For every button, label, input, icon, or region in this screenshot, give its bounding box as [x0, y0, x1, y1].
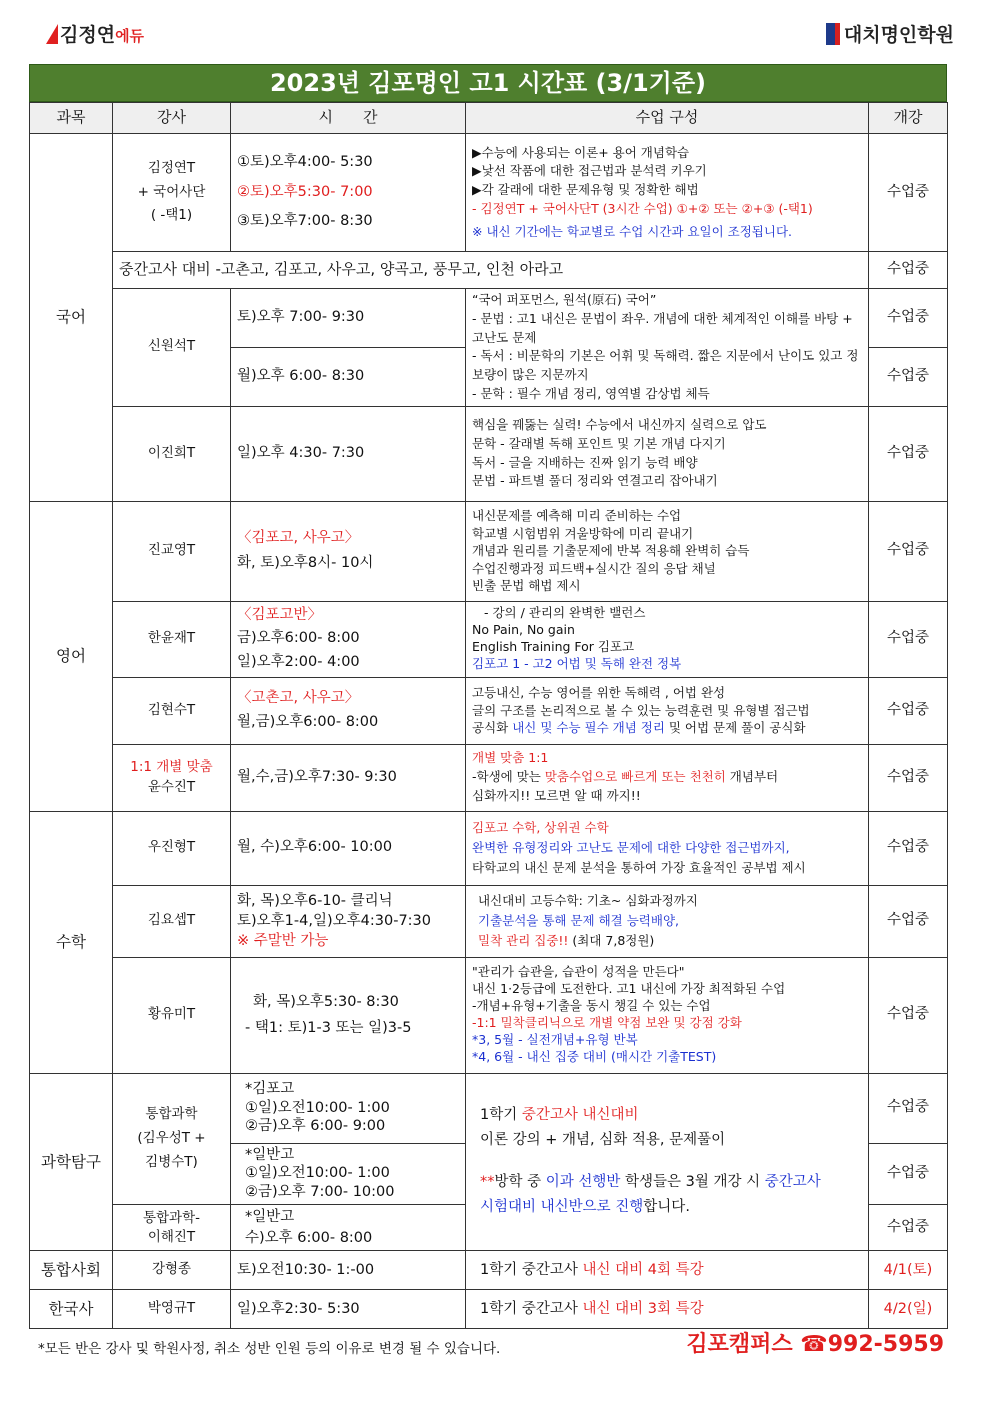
curriculum-cell: "관리가 습관을, 습관이 성적을 만든다" 내신 1·2등급에 도전한다. 고1 내신에 가장 최적화된 수업 -개념+유형+기출을 동시 챙길 수 있는 수업 -1:1 밀착클리닉으로 개별 약점 보완 및 강점 강화 *3, 5월 - 실전개념+유형 반복 *4, 6월 - 내신 집중 대비 (매시간 기출TEST): [466, 957, 869, 1073]
teacher-cell: 신원석T: [113, 289, 231, 407]
teacher-cell: 한윤재T: [113, 601, 231, 677]
table-row: [30, 406, 948, 501]
status-badge: 수업중: [869, 1205, 948, 1251]
building-icon: [826, 23, 840, 45]
time-cell: 월, 수)오후6:00- 10:00: [231, 811, 466, 885]
table-row: [30, 677, 948, 744]
status-badge: 수업중: [869, 601, 948, 677]
status-badge: 수업중: [869, 1073, 948, 1143]
subject-math: 수학: [30, 811, 113, 1073]
table-row: [30, 252, 948, 289]
curriculum-cell: 내신문제를 예측해 미리 준비하는 수업 학교별 시험범위 겨울방학에 미리 끝내기 개념과 원리를 기출문제에 반복 적용해 완벽히 습득 수업진행과정 피드백+실시간 질의 응답 채널 빈출 문법 해법 제시: [466, 501, 869, 601]
table-row: [30, 601, 948, 677]
status-badge: 수업중: [869, 744, 948, 811]
page-title: 2023년 김포명인 고1 시간표 (3/1기준): [29, 64, 947, 102]
status-badge: 수업중: [869, 677, 948, 744]
time-cell: 화, 목)오후6-10- 클리닉 토)오후1-4,일)오후4:30-7:30 ※ 주말반 가능: [231, 885, 466, 957]
time-cell: 〈김포고반〉 금)오후6:00- 8:00 일)오후2:00- 4:00: [231, 601, 466, 677]
footer-note: *모든 반은 강사 및 학원사정, 취소 성반 인원 등의 이유로 변경 될 수 있습니다.: [38, 1341, 501, 1357]
status-badge: 수업중: [869, 1143, 948, 1205]
time-cell: 토)오후 7:00- 9:30: [231, 289, 466, 348]
time-cell: 월)오후 6:00- 8:30: [231, 347, 466, 406]
status-badge: 수업중: [869, 289, 948, 348]
curriculum-cell: 1학기 중간고사 내신 대비 3회 특강: [466, 1290, 869, 1329]
teacher-cell: 박영규T: [113, 1290, 231, 1329]
status-badge: 수업중: [869, 347, 948, 406]
status-badge: 수업중: [869, 885, 948, 957]
table-row: [30, 885, 948, 957]
curriculum-cell: 개별 맞춤 1:1 -학생에 맞는 맞춤수업으로 빠르게 또는 천천히 개념부터 심화까지!! 모르면 알 때 까지!!: [466, 744, 869, 811]
teacher-cell: 이진희T: [113, 406, 231, 501]
subject-social: 통합사회: [30, 1251, 113, 1290]
teacher-cell: 김정연T + 국어사단 ( -택1): [113, 134, 231, 252]
teacher-cell: 김요셉T: [113, 885, 231, 957]
midterm-notice: 중간고사 대비 -고촌고, 김포고, 사우고, 양곡고, 풍무고, 인천 아라고: [113, 252, 869, 289]
curriculum-cell: - 강의 / 관리의 완벽한 밸런스 No Pain, No gain English Training For 김포고 김포고 1 - 고2 어법 및 독해 완전 정복: [466, 601, 869, 677]
col-header-opening: 개강: [869, 103, 948, 134]
start-date-badge: 4/2(일): [869, 1290, 948, 1329]
table-row: [30, 134, 948, 252]
curriculum-cell: 1학기 중간고사 내신대비 이론 강의 + 개념, 심화 적용, 문제풀이 **방학 중 이과 선행반 학생들은 3월 개강 시 중간고사 시험대비 내신반으로 진행합니다.: [466, 1073, 869, 1251]
curriculum-cell: 고등내신, 수능 영어를 위한 독해력 , 어법 완성 글의 구조를 논리적으로 볼 수 있는 능력훈련 및 유형별 접근법 공식화 내신 및 수능 필수 개념 정리 및 어법 문제 풀이 공식화: [466, 677, 869, 744]
status-badge: 수업중: [869, 811, 948, 885]
subject-history: 한국사: [30, 1290, 113, 1329]
teacher-cell: 황유미T: [113, 957, 231, 1073]
teacher-cell: 우진형T: [113, 811, 231, 885]
subject-english: 영어: [30, 501, 113, 811]
start-date-badge: 4/1(토): [869, 1251, 948, 1290]
teacher-cell: 강형종: [113, 1251, 231, 1290]
time-cell: 화, 목)오후5:30- 8:30 - 택1: 토)1-3 또는 일)3-5: [231, 957, 466, 1073]
teacher-cell: 통합과학- 이해진T: [113, 1205, 231, 1251]
table-row: [30, 501, 948, 601]
col-header-time: 시 간: [231, 103, 466, 134]
campus-phone: 김포캠퍼스 ☎992-5959: [686, 1332, 944, 1357]
time-cell: 일)오후 4:30- 7:30: [231, 406, 466, 501]
kimjungyeon-edu-logo: 김정연에듀: [46, 20, 144, 47]
col-header-curriculum: 수업 구성: [466, 103, 869, 134]
table-row: [30, 289, 948, 348]
table-row: [30, 811, 948, 885]
status-badge: 수업중: [869, 252, 948, 289]
time-cell: ①토)오후4:00- 5:30 ②토)오후5:30- 7:00 ③토)오후7:00- 8:30: [231, 134, 466, 252]
status-badge: 수업중: [869, 406, 948, 501]
table-row: [30, 744, 948, 811]
curriculum-cell: ▶수능에 사용되는 이론+ 용어 개념학습 ▶낯선 작품에 대한 접근법과 분석력 키우기 ▶각 갈래에 대한 문제유형 및 정확한 해법 - 김정연T + 국어사단T (3시간 수업) ①+② 또는 ②+③ (-택1) ※ 내신 기간에는 학교별로 수업 시간과 요일이 조정됩니다.: [466, 134, 869, 252]
table-row: [30, 1251, 948, 1290]
teacher-cell: 김현수T: [113, 677, 231, 744]
status-badge: 수업중: [869, 134, 948, 252]
timetable: [29, 102, 948, 1329]
time-cell: 월,수,금)오후7:30- 9:30: [231, 744, 466, 811]
logo-mark-icon: [46, 24, 58, 44]
curriculum-cell: 김포고 수학, 상위권 수학 완벽한 유형정리와 고난도 문제에 대한 다양한 접근법까지, 타학교의 내신 문제 분석을 통하여 가장 효율적인 공부법 제시: [466, 811, 869, 885]
curriculum-cell: “국어 퍼포먼스, 원석(原石) 국어” - 문법 : 고1 내신은 문법이 좌우. 개념에 대한 체계적인 이해를 바탕 + 고난도 문제 - 독서 : 비문학의 기본은 어휘 및 독해력. 짧은 지문에서 난이도 있고 정보량이 많은 지문까지 - 문학 : 필수 개념 정리, 영역별 감상법 체득: [466, 289, 869, 407]
table-row: [30, 1073, 948, 1143]
status-badge: 수업중: [869, 957, 948, 1073]
col-header-subject: 과목: [30, 103, 113, 134]
time-cell: 〈김포고, 사우고〉 화, 토)오후8시- 10시: [231, 501, 466, 601]
teacher-cell: 1:1 개별 맞춤 윤수진T: [113, 744, 231, 811]
time-cell: *일반고 수)오후 6:00- 8:00: [231, 1205, 466, 1251]
curriculum-cell: 내신대비 고등수학: 기초~ 심화과정까지 기출분석을 통해 문제 해결 능력배양, 밀착 관리 집중!! (최대 7,8정원): [466, 885, 869, 957]
table-row: [30, 957, 948, 1073]
subject-korean: 국어: [30, 134, 113, 502]
table-row: [30, 1290, 948, 1329]
teacher-cell: 진교영T: [113, 501, 231, 601]
curriculum-cell: 핵심을 꿰뚫는 실력! 수능에서 내신까지 실력으로 압도 문학 - 갈래별 독해 포인트 및 기본 개념 다지기 독서 - 글을 지배하는 진짜 읽기 능력 배양 문법 - 파트별 풀더 정리와 연결고리 잡아내기: [466, 406, 869, 501]
time-cell: 〈고촌고, 사우고〉 월,금)오후6:00- 8:00: [231, 677, 466, 744]
time-cell: 일)오후2:30- 5:30: [231, 1290, 466, 1329]
table-header-row: [30, 103, 948, 134]
curriculum-cell: 1학기 중간고사 내신 대비 4회 특강: [466, 1251, 869, 1290]
status-badge: 수업중: [869, 501, 948, 601]
time-cell: *김포고 ①일)오전10:00- 1:00 ②금)오후 6:00- 9:00: [231, 1073, 466, 1143]
time-cell: *일반고 ①일)오전10:00- 1:00 ②금)오후 7:00- 10:00: [231, 1143, 466, 1205]
subject-science: 과학탐구: [30, 1073, 113, 1251]
col-header-teacher: 강사: [113, 103, 231, 134]
time-cell: 토)오전10:30- 1:-00: [231, 1251, 466, 1290]
daechi-myungin-logo: 대치명인학원: [826, 20, 954, 47]
teacher-cell: 통합과학 (김우성T + 김병수T): [113, 1073, 231, 1205]
